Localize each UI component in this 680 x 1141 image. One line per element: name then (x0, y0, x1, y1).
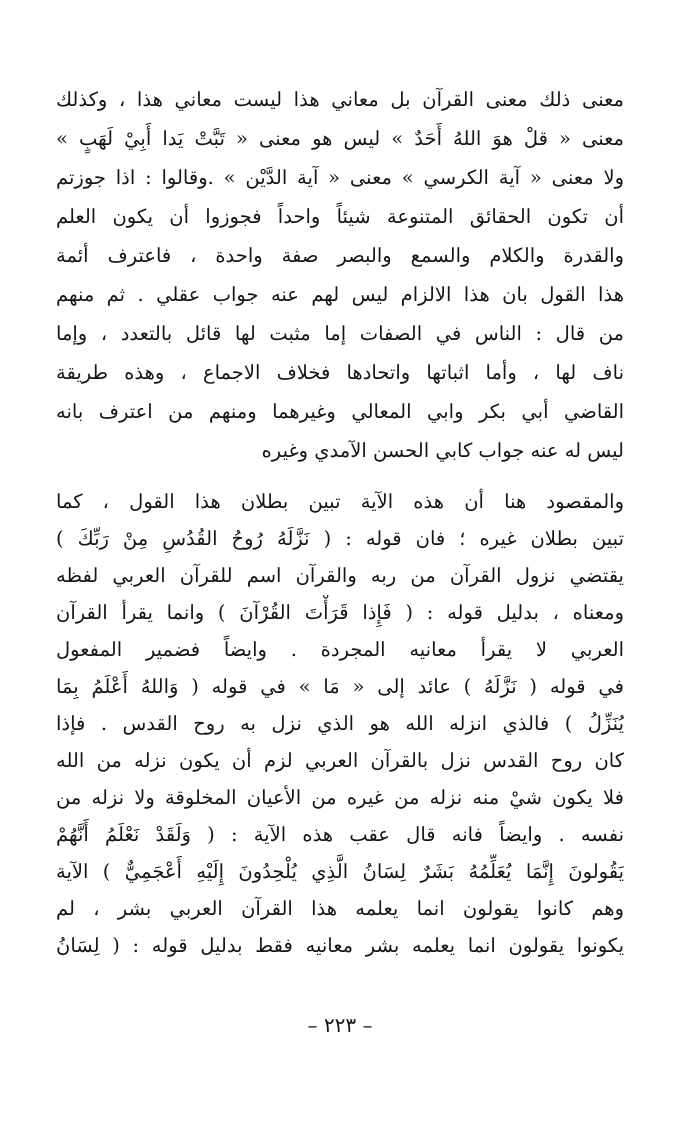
text-line: ناف لها ، وأما اثباتها واتحادها فخلاف الاجماع ، وهذه طريقة (56, 361, 624, 384)
text-line: معنى ذلك معنى القرآن بل معاني هذا ليست معاني هذا ، وكذلك (56, 88, 624, 111)
page-number: – ٢٢٣ – (307, 1013, 373, 1037)
text-line: هذا القول بان هذا الالزام ليس لهم عنه جواب عقلي . ثم منهم (56, 283, 624, 306)
text-line: نفسه . وايضاً فانه قال عقب هذه الآية : ( وَلَقَدْ نَعْلَمُ أَنَّهُمْ (56, 823, 624, 846)
text-line: من قال : الناس في الصفات إما مثبت لها قائل بالتعدد ، وإما (56, 322, 624, 345)
text-line: أن تكون الحقائق المتنوعة شيئاً واحداً فجوزوا أن يكون العلم (56, 205, 624, 228)
text-line: في قوله ( نَزَّلَهُ ) عائد إلى « مَا » في قوله ( وَاللهُ أَعْلَمُ بِمَا (56, 675, 624, 698)
text-line: ليس له عنه جواب كابي الحسن الآمدي وغيره (261, 439, 624, 462)
text-line: القاضي أبي بكر وابي المعالي وغيرهما ومنهم من اعترف بانه (56, 400, 624, 423)
text-line: يكونوا يقولون انما يعلمه بشر معانيه فقط بدليل قوله : ( لِسَانُ (56, 934, 624, 957)
text-line: يَقُولونَ إِنَّمَا يُعَلِّمُهُ بَشَرٌ لِسَانُ الَّذِي يُلْحِدُونَ إِلَيْهِ أَعْجَمِيٌّ ) الآية (56, 860, 624, 883)
text-line: والقدرة والكلام والسمع والبصر صفة واحدة ، فاعترف أئمة (56, 244, 624, 267)
text-line: يقتضي نزول القرآن من ربه والقرآن اسم للقرآن العربي لفظه (56, 564, 624, 587)
text-line: كان روح القدس نزل بالقرآن العربي لزم أن يكون نزله من الله (56, 749, 624, 772)
text-line: والمقصود هنا أن هذه الآية تبين بطلان هذا القول ، كما (56, 490, 624, 513)
text-line: العربي لا يقرأ معانيه المجردة . وايضاً فضمير المفعول (56, 638, 624, 661)
text-line: ومعناه ، بدليل قوله : ( فَإِذا قَرَأْتَ القُرْآنَ ) وانما يقرأ القرآن (56, 601, 624, 624)
text-line: ولا معنى « آية الكرسي » معنى « آية الدَّيْن » .وقالوا : اذا جوزتم (56, 166, 624, 189)
text-line: تبين بطلان غيره ؛ فان قوله : ( نَزَّلَهُ رُوحُ القُدُسِ مِنْ رَبِّكَ ) (56, 527, 624, 550)
text-line: فلا يكون شيْ منه نزله من غيره من الأعيان المخلوقة ولا نزله من (56, 786, 624, 809)
text-line: معنى « قلْ هوَ اللهُ أَحَدٌ » ليس هو معنى « تَبَّتْ يَدا أَبِيْ لَهَبٍ » (56, 127, 624, 150)
text-line: وهم كانوا يقولون انما يعلمه هذا القرآن العربي بشر ، لم (56, 897, 624, 920)
text-line: يُنَزِّلُ ) فالذي انزله الله هو الذي نزل به روح القدس . فإذا (56, 712, 624, 735)
